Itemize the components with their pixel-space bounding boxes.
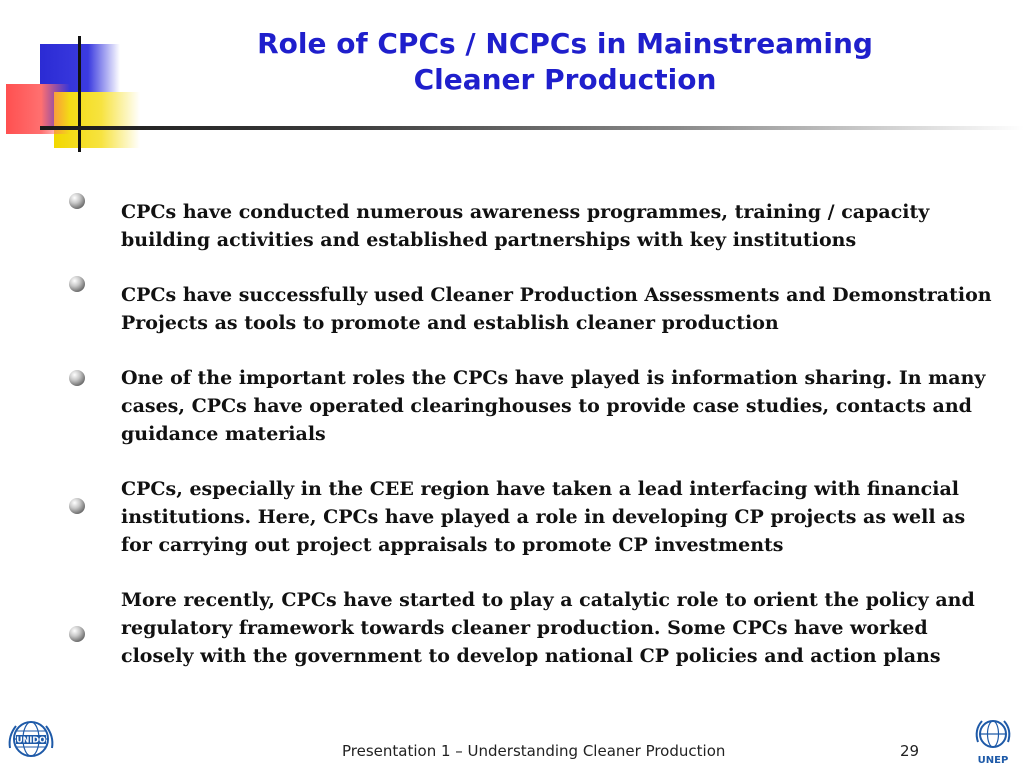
sphere-bullet-icon (69, 498, 85, 514)
unep-logo-text: UNEP (977, 755, 1009, 766)
slide-title (170, 26, 960, 98)
unep-logo (968, 716, 1018, 766)
footer-page-number: 29 (900, 742, 920, 760)
unido-emblem-icon (6, 718, 56, 760)
bullet-point-3: One of the important roles the CPCs have played is information sharing. In many cases, CPCs have operated clearinghouses to provide case studies, contacts and guidance materials (121, 367, 986, 445)
sphere-bullet-icon (69, 193, 85, 209)
title-line-2: Cleaner Production (413, 63, 717, 96)
corner-decoration (0, 0, 150, 160)
bullet-point-5: More recently, CPCs have started to play a catalytic role to orient the policy and regulatory framework towards cleaner production. Some CPCs have worked closely with the government to develop national CP policies and action plans (121, 589, 975, 667)
footer-presentation-title: Presentation 1 – Understanding Cleaner Production (342, 742, 726, 760)
bullet-point-1: CPCs have conducted numerous awareness programmes, training / capacity building activities and established partnerships with key institutions (121, 201, 930, 251)
title-underline (40, 126, 1024, 130)
sphere-bullet-icon (69, 626, 85, 642)
unep-emblem-icon (968, 716, 1018, 766)
bullet-point-2: CPCs have successfully used Cleaner Production Assessments and Demonstration Projects as tools to promote and establish cleaner production (121, 284, 992, 334)
title-line-1: Role of CPCs / NCPCs in Mainstreaming (257, 27, 873, 60)
unido-logo (6, 718, 56, 760)
bullet-point-4: CPCs, especially in the CEE region have taken a lead interfacing with financial institutions. Here, CPCs have played a role in developing CP projects as well as for carrying out project appraisals to promote CP investments (121, 478, 966, 556)
unido-logo-text: UNIDO (16, 735, 46, 745)
sphere-bullet-icon (69, 276, 85, 292)
sphere-bullet-icon (69, 370, 85, 386)
decor-vertical-line (78, 36, 81, 152)
